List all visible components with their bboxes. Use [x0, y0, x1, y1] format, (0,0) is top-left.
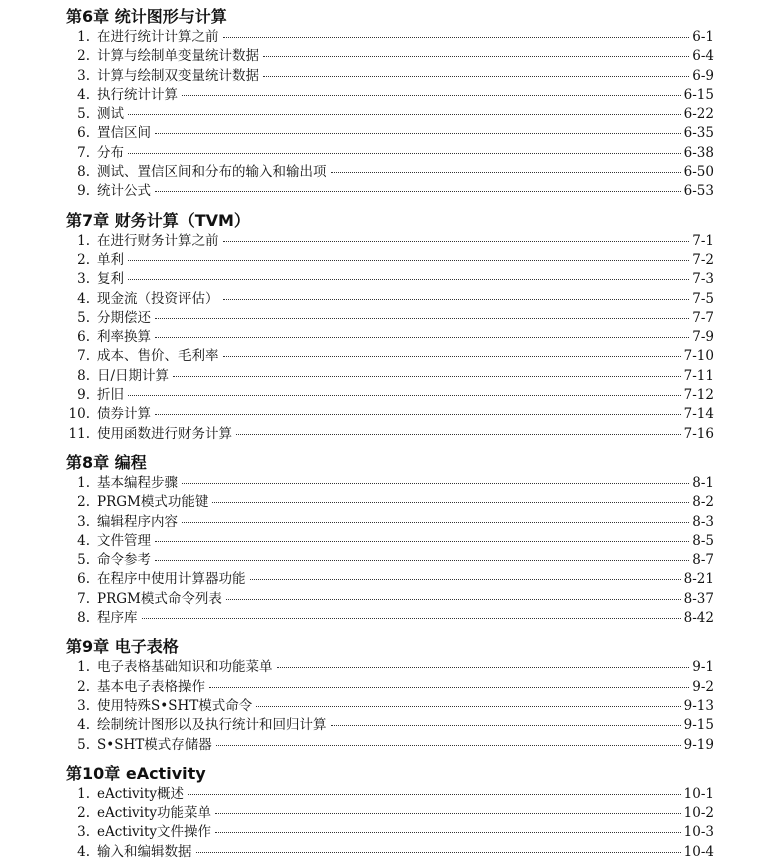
dot-leader: [250, 579, 681, 580]
entry-number: 5.: [77, 552, 90, 569]
chapter-entry-list: [0, 28, 780, 202]
toc-entry: [0, 405, 780, 424]
dot-leader: [331, 725, 681, 726]
entry-title: PRGM模式命令列表: [97, 590, 222, 607]
entry-number: 2.: [77, 805, 90, 822]
entry-title: 债券计算: [97, 406, 151, 423]
entry-title: 命令参考: [97, 552, 151, 569]
entry-number: 9.: [77, 387, 90, 404]
dot-leader: [142, 618, 681, 619]
entry-number: 4.: [77, 86, 90, 103]
entry-page-number: 8-21: [683, 571, 714, 588]
entry-page-number: 6-50: [683, 164, 714, 181]
toc-entry: [0, 163, 780, 182]
entry-number: 5.: [77, 309, 90, 326]
entry-page-number: 8-7: [692, 552, 714, 569]
toc-entry: [0, 823, 780, 842]
entry-number: 6.: [77, 329, 90, 346]
entry-number: 3.: [77, 697, 90, 714]
entry-title: 统计公式: [97, 183, 151, 200]
toc-entry: [0, 843, 780, 862]
entry-title: 绘制统计图形以及执行统计和回归计算: [97, 717, 327, 734]
dot-leader: [256, 706, 680, 707]
toc-entry: [0, 367, 780, 386]
entry-title: 使用特殊S•SHT模式命令: [97, 697, 253, 714]
dot-leader: [182, 483, 689, 484]
toc-entry: [0, 290, 780, 309]
toc-entry: [0, 124, 780, 143]
entry-number: 7.: [77, 348, 90, 365]
entry-number: 4.: [77, 290, 90, 307]
entry-number: 8.: [77, 610, 90, 627]
entry-title: 输入和编辑数据: [97, 843, 192, 860]
entry-title: S•SHT模式存储器: [97, 736, 212, 753]
dot-leader: [155, 133, 681, 134]
dot-leader: [263, 56, 689, 57]
entry-page-number: 6-4: [692, 48, 714, 65]
entry-title: 基本电子表格操作: [97, 678, 205, 695]
chapter-section: [0, 452, 780, 628]
entry-page-number: 9-2: [692, 678, 714, 695]
entry-title: 计算与绘制单变量统计数据: [97, 48, 259, 65]
dot-leader: [128, 114, 681, 115]
entry-number: 3.: [77, 67, 90, 84]
toc-entry: [0, 67, 780, 86]
dot-leader: [216, 745, 681, 746]
toc-entry: [0, 513, 780, 532]
entry-number: 3.: [77, 271, 90, 288]
dot-leader: [223, 356, 681, 357]
entry-number: 1.: [77, 474, 90, 491]
toc-entry: [0, 736, 780, 755]
entry-title: 利率换算: [97, 329, 151, 346]
entry-title: 折旧: [97, 387, 124, 404]
entry-title: eActivity文件操作: [97, 824, 212, 841]
entry-page-number: 8-37: [683, 590, 714, 607]
dot-leader: [223, 299, 690, 300]
entry-page-number: 7-2: [692, 251, 714, 268]
toc-entry: [0, 658, 780, 677]
toc-entry: [0, 804, 780, 823]
entry-page-number: 6-1: [692, 29, 714, 45]
entry-title: 在进行财务计算之前: [97, 232, 219, 249]
entry-number: 9.: [77, 183, 90, 200]
entry-number: 2.: [77, 678, 90, 695]
entry-title: 分期偿还: [97, 309, 151, 326]
chapter-section: [0, 763, 780, 862]
toc-entry: [0, 47, 780, 66]
entry-title: 在进行统计计算之前: [97, 29, 219, 45]
entry-number: 5.: [77, 106, 90, 123]
entry-number: 7.: [77, 590, 90, 607]
dot-leader: [215, 832, 681, 833]
entry-title: eActivity概述: [97, 785, 185, 802]
dot-leader: [215, 813, 681, 814]
entry-page-number: 10-1: [683, 785, 714, 802]
entry-page-number: 9-13: [683, 697, 714, 714]
toc-entry: [0, 232, 780, 251]
dot-leader: [155, 191, 681, 192]
dot-leader: [226, 599, 681, 600]
entry-title: 计算与绘制双变量统计数据: [97, 67, 259, 84]
dot-leader: [188, 794, 681, 795]
dot-leader: [182, 95, 681, 96]
chapter-section: [0, 210, 780, 444]
entry-title: 使用函数进行财务计算: [97, 425, 232, 442]
entry-title: eActivity功能菜单: [97, 805, 212, 822]
entry-number: 6.: [77, 571, 90, 588]
entry-number: 5.: [77, 736, 90, 753]
dot-leader: [128, 260, 689, 261]
entry-page-number: 7-16: [683, 425, 714, 442]
chapter-title: 第6章 统计图形与计算: [66, 7, 227, 26]
entry-title: 编辑程序内容: [97, 513, 178, 530]
entry-number: 1.: [77, 785, 90, 802]
dot-leader: [128, 153, 681, 154]
toc-entry: [0, 309, 780, 328]
entry-page-number: 8-2: [692, 494, 714, 511]
entry-page-number: 10-4: [683, 843, 714, 860]
chapter-entry-list: [0, 474, 780, 628]
toc-entry: [0, 182, 780, 201]
entry-title: 复利: [97, 271, 124, 288]
dot-leader: [155, 414, 681, 415]
entry-number: 8.: [77, 367, 90, 384]
dot-leader: [209, 687, 689, 688]
chapter-title: 第9章 电子表格: [66, 637, 179, 657]
dot-leader: [155, 337, 689, 338]
entry-page-number: 7-11: [683, 367, 714, 384]
entry-number: 4.: [77, 843, 90, 860]
entry-title: 文件管理: [97, 532, 151, 549]
entry-page-number: 7-5: [692, 290, 714, 307]
entry-number: 2.: [77, 494, 90, 511]
entry-title: 执行统计计算: [97, 86, 178, 103]
toc-entry: [0, 425, 780, 444]
entry-page-number: 8-3: [692, 513, 714, 530]
toc-entry: [0, 590, 780, 609]
entry-page-number: 8-1: [692, 474, 714, 491]
chapter-entry-list: [0, 658, 780, 754]
dot-leader: [196, 852, 681, 853]
entry-page-number: 8-5: [692, 532, 714, 549]
toc-entry: [0, 251, 780, 270]
dot-leader: [277, 667, 690, 668]
entry-title: 测试、置信区间和分布的输入和输出项: [97, 164, 327, 181]
entry-page-number: 8-42: [683, 610, 714, 627]
entry-title: 测试: [97, 106, 124, 123]
entry-title: 在程序中使用计算器功能: [97, 571, 246, 588]
chapter-section: [0, 636, 780, 754]
toc-entry: [0, 785, 780, 804]
toc-entry: [0, 386, 780, 405]
toc-entry: [0, 570, 780, 589]
entry-title: 程序库: [97, 610, 138, 627]
entry-page-number: 6-15: [683, 86, 714, 103]
entry-page-number: 9-19: [683, 736, 714, 753]
toc-entry: [0, 86, 780, 105]
dot-leader: [236, 434, 681, 435]
entry-page-number: 7-10: [683, 348, 714, 365]
toc-entry: [0, 105, 780, 124]
toc-entry: [0, 270, 780, 289]
entry-page-number: 7-14: [683, 406, 714, 423]
entry-title: 成本、售价、毛利率: [97, 348, 219, 365]
entry-title: 现金流（投资评估）: [97, 290, 219, 307]
dot-leader: [128, 279, 689, 280]
toc-entry: [0, 609, 780, 628]
entry-title: 分布: [97, 144, 124, 161]
entry-page-number: 6-9: [692, 67, 714, 84]
entry-number: 1.: [77, 232, 90, 249]
chapter-section: [0, 6, 780, 202]
entry-page-number: 6-53: [683, 183, 714, 200]
chapter-entry-list: [0, 232, 780, 444]
entry-title: 单利: [97, 251, 124, 268]
entry-page-number: 9-15: [683, 717, 714, 734]
entry-number: 4.: [77, 717, 90, 734]
entry-page-number: 7-3: [692, 271, 714, 288]
dot-leader: [182, 522, 689, 523]
dot-leader: [212, 502, 689, 503]
entry-page-number: 10-3: [683, 824, 714, 841]
entry-page-number: 6-35: [683, 125, 714, 142]
toc-entry: [0, 697, 780, 716]
dot-leader: [173, 376, 681, 377]
toc-entry: [0, 532, 780, 551]
entry-title: 日/日期计算: [97, 367, 170, 384]
dot-leader: [155, 318, 689, 319]
dot-leader: [155, 560, 689, 561]
entry-number: 1.: [77, 29, 90, 45]
toc-entry: [0, 474, 780, 493]
dot-leader: [223, 37, 690, 38]
entry-page-number: 9-1: [692, 659, 714, 676]
entry-number: 3.: [77, 824, 90, 841]
toc-entry: [0, 493, 780, 512]
entry-number: 2.: [77, 48, 90, 65]
entry-title: PRGM模式功能键: [97, 494, 209, 511]
toc-entry: [0, 716, 780, 735]
table-of-contents: [0, 6, 780, 862]
toc-entry: [0, 328, 780, 347]
entry-page-number: 7-9: [692, 329, 714, 346]
entry-title: 电子表格基础知识和功能菜单: [97, 659, 273, 676]
entry-number: 2.: [77, 251, 90, 268]
entry-number: 1.: [77, 659, 90, 676]
entry-page-number: 7-7: [692, 309, 714, 326]
entry-number: 11.: [68, 425, 90, 442]
dot-leader: [223, 241, 690, 242]
entry-title: 置信区间: [97, 125, 151, 142]
chapter-title: 第10章 eActivity: [66, 763, 206, 783]
entry-number: 7.: [77, 144, 90, 161]
dot-leader: [263, 76, 689, 77]
entry-page-number: 7-12: [683, 387, 714, 404]
toc-entry: [0, 28, 780, 47]
chapter-entry-list: [0, 785, 780, 862]
toc-entry: [0, 144, 780, 163]
entry-title: 基本编程步骤: [97, 474, 178, 491]
entry-number: 8.: [77, 164, 90, 181]
entry-page-number: 10-2: [683, 805, 714, 822]
dot-leader: [128, 395, 681, 396]
entry-number: 3.: [77, 513, 90, 530]
entry-number: 6.: [77, 125, 90, 142]
dot-leader: [155, 541, 689, 542]
entry-number: 4.: [77, 532, 90, 549]
dot-leader: [331, 172, 681, 173]
toc-entry: [0, 551, 780, 570]
toc-entry: [0, 678, 780, 697]
entry-page-number: 7-1: [692, 232, 714, 249]
toc-entry: [0, 347, 780, 366]
entry-number: 10.: [68, 406, 90, 423]
chapter-title: 第7章 财务计算（TVM）: [66, 210, 250, 230]
entry-page-number: 6-22: [683, 106, 714, 123]
entry-page-number: 6-38: [683, 144, 714, 161]
chapter-title: 第8章 编程: [66, 452, 147, 472]
